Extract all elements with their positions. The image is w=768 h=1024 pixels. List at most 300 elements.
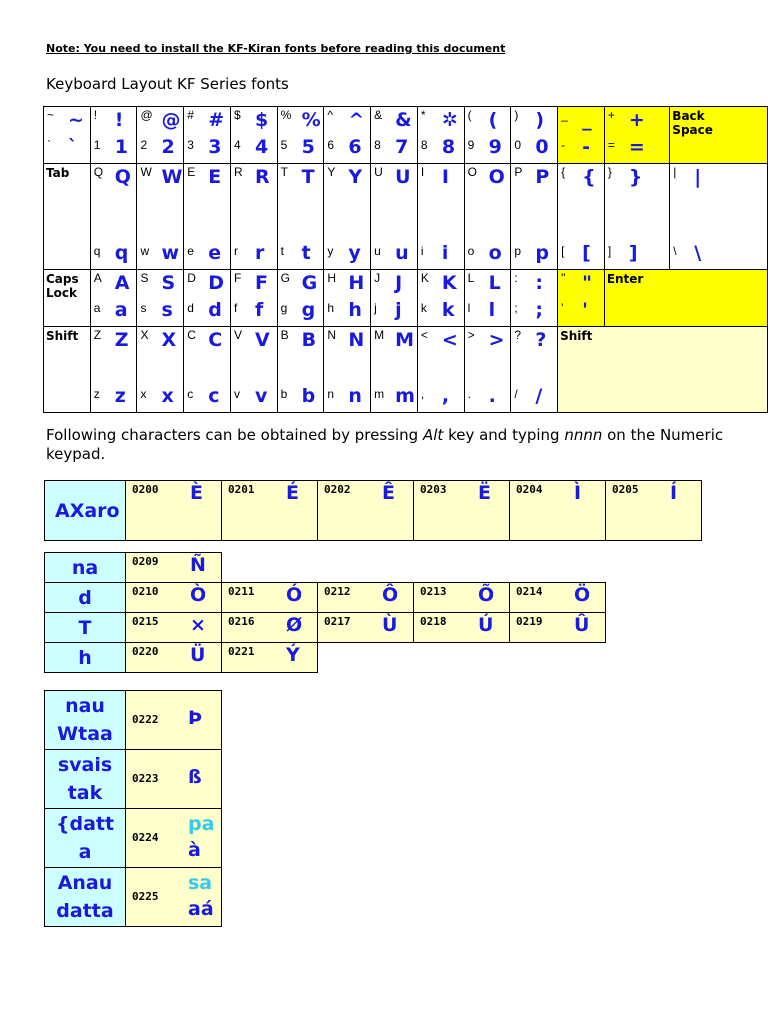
key-glyph: #	[208, 109, 225, 131]
key-glyph: c	[208, 385, 220, 407]
alt-code-cell	[510, 481, 606, 541]
alt-code-cell	[126, 868, 222, 927]
alt-code-glyph: Ê	[382, 482, 395, 504]
alt-code-cell	[318, 583, 414, 613]
key-glyph: ;	[535, 299, 543, 321]
alt-code-cell	[126, 691, 222, 750]
key-glyph: i	[441, 242, 449, 264]
key-glyph: 8	[441, 136, 456, 158]
alt-code-glyph: Ö	[574, 584, 591, 606]
key-legend: Q	[93, 165, 104, 179]
key-legend: A	[93, 271, 102, 285]
alt-code-cell	[126, 481, 222, 541]
key-glyph: v	[254, 385, 268, 407]
key-legend: g	[280, 301, 288, 315]
alt-code-glyph: È	[190, 482, 203, 504]
key-legend: G	[280, 271, 291, 285]
key-legend: t	[280, 244, 285, 258]
key-legend: 0	[514, 138, 522, 152]
tab-key	[44, 164, 91, 270]
enter-key-label: Enter	[606, 272, 644, 286]
key-glyph: e	[208, 242, 222, 264]
key-glyph: J	[395, 272, 403, 294]
key-legend: M	[374, 328, 385, 342]
key	[464, 164, 511, 270]
alt-code-cell	[414, 583, 510, 613]
key	[511, 107, 558, 164]
key-legend: a	[93, 301, 101, 315]
key-glyph: $	[254, 109, 269, 131]
row-label-line: {datt	[55, 813, 115, 835]
key-glyph: N	[348, 329, 365, 351]
key-legend: +	[607, 108, 615, 122]
key-glyph: &	[395, 109, 412, 131]
key-legend: ?	[514, 328, 522, 342]
key	[371, 270, 418, 327]
key	[511, 270, 558, 327]
key-glyph: X	[161, 329, 177, 351]
key	[277, 270, 324, 327]
key-glyph: k	[441, 299, 455, 321]
key-glyph: a	[114, 299, 128, 321]
key-legend: j	[374, 301, 377, 315]
key	[137, 107, 184, 164]
key-glyph: h	[348, 299, 362, 321]
shift-left-key	[44, 327, 91, 413]
alt-code-glyph: Û	[574, 614, 590, 636]
key-glyph: [	[582, 242, 591, 264]
alt-code-number: 0212	[324, 585, 351, 598]
key-glyph: %	[301, 109, 321, 131]
key-legend: 3	[187, 138, 194, 152]
key-glyph: z	[114, 385, 126, 407]
key-glyph: "	[582, 272, 592, 294]
key-legend: &	[374, 108, 383, 122]
key-glyph: o	[488, 242, 502, 264]
key	[511, 164, 558, 270]
backspace-key	[670, 107, 768, 164]
key-glyph: O	[488, 166, 505, 188]
key	[137, 270, 184, 327]
page-heading: Keyboard Layout KF Series fonts	[46, 75, 289, 93]
row-label-line: tak	[67, 782, 103, 804]
install-note: Note: You need to install the KF-Kiran fonts before reading this document	[46, 42, 506, 55]
key-legend: X	[140, 328, 149, 342]
key-glyph: U	[395, 166, 411, 188]
key	[464, 270, 511, 327]
alt-code-cell	[126, 750, 222, 809]
key-glyph: {	[582, 166, 596, 188]
alt-code-cell	[510, 613, 606, 643]
key	[511, 327, 558, 413]
key-glyph: 2	[161, 136, 175, 158]
row-label	[45, 750, 126, 809]
key-glyph: n	[348, 385, 362, 407]
alt-code-number: 0216	[228, 615, 255, 628]
key	[90, 164, 137, 270]
alt-code-glyph: Ù	[382, 614, 398, 636]
alt-code-glyph: Í	[670, 482, 678, 504]
key-glyph: 0	[535, 136, 549, 158]
key-legend: s	[140, 301, 147, 315]
key-glyph: S	[161, 272, 176, 294]
key-legend: o	[467, 244, 475, 258]
key	[277, 107, 324, 164]
row-label-axaro: AXaro	[45, 481, 126, 541]
key-glyph: )	[535, 109, 545, 131]
alt-code-number: 0221	[228, 645, 255, 658]
key-legend: 6	[327, 138, 335, 152]
key-legend: R	[233, 165, 243, 179]
key-legend: !	[93, 108, 98, 122]
alt-code-number: 0209	[132, 555, 159, 568]
alt-code-cell	[510, 583, 606, 613]
key-glyph: :	[535, 272, 543, 294]
key-legend: 9	[467, 138, 475, 152]
key-glyph: 7	[395, 136, 409, 158]
alt-code-table-special	[44, 690, 222, 927]
key-legend: $	[233, 108, 241, 122]
alt-code-cell	[126, 809, 222, 868]
row-label-line: a	[78, 841, 92, 863]
key-legend: e	[187, 244, 194, 258]
alt-code-number: 0210	[132, 585, 159, 598]
key	[417, 327, 464, 413]
key-legend: #	[187, 108, 194, 122]
key-glyph: ,	[441, 385, 450, 407]
key-glyph: P	[535, 166, 550, 188]
alt-code-cell	[222, 643, 318, 673]
key	[558, 107, 605, 164]
key	[184, 270, 231, 327]
key-legend: p	[514, 244, 522, 258]
key	[464, 327, 511, 413]
alt-code-number: 0215	[132, 615, 159, 628]
key	[324, 164, 371, 270]
alt-code-cell	[318, 481, 414, 541]
alt-code-number: 0204	[516, 483, 543, 496]
key-glyph: w	[161, 242, 180, 264]
row-label-line: datta	[56, 900, 114, 922]
alt-code-number: 0224	[132, 831, 159, 844]
alt-code-cell	[126, 583, 222, 613]
key-legend: 5	[280, 138, 288, 152]
alt-code-cell	[606, 481, 702, 541]
key-legend: Y	[327, 165, 336, 179]
alt-code-glyph: ×	[190, 614, 206, 636]
key-glyph: W	[161, 166, 183, 188]
key	[230, 270, 277, 327]
key-legend: N	[327, 328, 337, 342]
key-legend: f	[233, 301, 238, 315]
key-legend: )	[514, 108, 519, 122]
row-label-line: svais	[57, 754, 113, 776]
key-legend: x	[140, 387, 147, 401]
key-legend: U	[374, 165, 383, 179]
key-glyph: /	[535, 385, 543, 407]
alt-code-number: 0218	[420, 615, 447, 628]
key	[44, 107, 91, 164]
row-label: d	[45, 583, 126, 613]
alt-code-number: 0225	[132, 890, 159, 903]
key-glyph: f	[254, 299, 264, 321]
key-legend: u	[374, 244, 381, 258]
key-legend: n	[327, 387, 335, 401]
key	[230, 107, 277, 164]
alt-code-glyph-secondary: aá	[188, 898, 214, 920]
key	[137, 164, 184, 270]
key-glyph: \	[694, 242, 702, 264]
key-legend: "	[561, 271, 566, 285]
alt-code-number: 0220	[132, 645, 159, 658]
key-legend: (	[467, 108, 472, 122]
alt-code-glyph: Õ	[478, 584, 495, 606]
key	[371, 107, 418, 164]
key-glyph: L	[488, 272, 501, 294]
alt-code-cell	[126, 643, 222, 673]
alt-code-glyph: Ò	[190, 584, 207, 606]
key-glyph: '	[582, 299, 588, 321]
shift-right-key-label: Shift	[560, 329, 593, 343]
key-legend: T	[280, 165, 289, 179]
key-legend: l	[467, 301, 471, 315]
alt-code-cell	[414, 613, 510, 643]
key-legend: D	[187, 271, 196, 285]
key-glyph: b	[301, 385, 316, 407]
key-glyph: |	[694, 166, 702, 188]
key-legend: 4	[233, 138, 241, 152]
alt-code-glyph: Ë	[478, 482, 491, 504]
key-glyph: =	[628, 136, 645, 158]
key-glyph: u	[395, 242, 409, 264]
key-glyph: (	[488, 109, 498, 131]
row-label	[45, 868, 126, 927]
alt-code-number: 0213	[420, 585, 447, 598]
key-glyph: r	[254, 242, 265, 264]
key-glyph: -	[582, 136, 590, 158]
key-legend: /	[514, 387, 518, 401]
key-legend: O	[467, 165, 477, 179]
key	[230, 327, 277, 413]
tab-key-label: Tab	[46, 166, 70, 180]
key-legend: *	[420, 108, 426, 122]
alt-code-table-axaro	[44, 480, 702, 541]
key	[604, 107, 669, 164]
key-glyph: d	[208, 299, 222, 321]
key-legend: 8	[420, 138, 428, 152]
key-glyph: m	[395, 385, 415, 407]
key-glyph: R	[254, 166, 270, 188]
key-legend: B	[280, 328, 289, 342]
key-legend: c	[187, 387, 194, 401]
key-glyph: I	[441, 166, 449, 188]
key-legend: <	[420, 328, 428, 342]
alt-code-glyph: Ø	[286, 614, 303, 636]
key-glyph: +	[628, 109, 645, 131]
key	[184, 107, 231, 164]
caps-lock-key-label: Caps Lock	[46, 272, 79, 300]
key	[371, 327, 418, 413]
key-legend: z	[93, 387, 100, 401]
alt-code-number: 0203	[420, 483, 447, 496]
key-glyph: C	[208, 329, 223, 351]
key-legend: q	[93, 244, 101, 258]
key-glyph: !	[114, 109, 124, 131]
alt-code-glyph-secondary: à	[188, 839, 201, 861]
row-label-line: nau	[65, 695, 105, 717]
alt-code-cell	[126, 553, 222, 583]
key-legend: r	[233, 244, 238, 258]
key	[137, 327, 184, 413]
key	[417, 107, 464, 164]
key-glyph: @	[161, 109, 181, 131]
key	[670, 164, 768, 270]
key-glyph: 5	[301, 136, 315, 158]
key-glyph: ~	[68, 109, 84, 131]
backspace-key-label: Back Space	[672, 109, 713, 137]
key	[90, 327, 137, 413]
key-legend: I	[420, 165, 425, 179]
key-glyph: Y	[348, 166, 363, 188]
key-glyph: y	[348, 242, 361, 264]
key-glyph: s	[161, 299, 173, 321]
key-glyph: F	[254, 272, 268, 294]
key-legend: {	[561, 165, 566, 179]
row-label: T	[45, 613, 126, 643]
alt-code-glyph: Ô	[382, 584, 399, 606]
key	[417, 270, 464, 327]
key-legend: .	[467, 387, 471, 401]
alt-code-number: 0217	[324, 615, 351, 628]
alt-code-number: 0205	[612, 483, 639, 496]
key	[230, 164, 277, 270]
key-glyph: 6	[348, 136, 362, 158]
key-glyph: j	[395, 299, 402, 321]
key-legend: =	[607, 138, 615, 152]
alt-code-number: 0202	[324, 483, 351, 496]
key-glyph: p	[535, 242, 549, 264]
key-legend: ~	[47, 108, 55, 122]
key-legend: ^	[327, 108, 334, 122]
key-legend: ,	[420, 387, 425, 401]
row-label	[45, 809, 126, 868]
alt-code-glyph: Ý	[286, 644, 300, 666]
alt-code-number: 0214	[516, 585, 543, 598]
shift-right-key	[558, 327, 768, 413]
alt-code-number: 0223	[132, 772, 159, 785]
key-legend: -	[561, 138, 566, 152]
key-legend: %	[280, 108, 292, 122]
key-glyph: .	[488, 385, 496, 407]
key-legend: k	[420, 301, 427, 315]
alt-code-instructions: Following characters can be obtained by pressing Alt key and typing nnnn on the Numeric keypad.	[46, 426, 724, 463]
key-legend: >	[467, 328, 475, 342]
key-glyph: T	[301, 166, 315, 188]
key-legend: h	[327, 301, 335, 315]
alt-code-number: 0201	[228, 483, 255, 496]
key-glyph: B	[301, 329, 317, 351]
key-legend: Z	[93, 328, 102, 342]
alt-code-cell	[126, 613, 222, 643]
key	[558, 164, 605, 270]
key	[558, 270, 605, 327]
alt-code-glyph: Ú	[478, 614, 494, 636]
alt-code-glyph: Ñ	[190, 554, 206, 576]
key	[371, 164, 418, 270]
key-glyph: q	[114, 242, 129, 264]
caps-lock-key	[44, 270, 91, 327]
alt-code-cell	[414, 481, 510, 541]
key-glyph: 9	[488, 136, 502, 158]
alt-code-glyph: Ì	[574, 482, 582, 504]
alt-code-table-consonants	[44, 552, 606, 673]
key-legend: 8	[374, 138, 381, 152]
alt-code-cell	[222, 613, 318, 643]
key-legend: w	[140, 244, 150, 258]
alt-code-cell	[318, 613, 414, 643]
key-legend: |	[673, 165, 677, 179]
key-legend: [	[561, 244, 565, 258]
key-glyph: V	[254, 329, 270, 351]
key-legend: i	[420, 244, 424, 258]
key-legend: C	[187, 328, 196, 342]
key	[604, 164, 669, 270]
key-glyph: }	[628, 166, 643, 188]
key-legend: @	[140, 108, 153, 122]
key-legend: \	[673, 244, 677, 258]
key	[90, 270, 137, 327]
key-glyph: g	[301, 299, 316, 321]
key-legend: y	[327, 244, 334, 258]
key-glyph: 3	[208, 136, 222, 158]
alt-code-cell	[222, 481, 318, 541]
key-glyph: _	[582, 109, 592, 131]
key-glyph: ^	[348, 109, 365, 131]
key-legend: ;	[514, 301, 518, 315]
key-legend: d	[187, 301, 194, 315]
alt-code-glyph: Ü	[190, 644, 206, 666]
keyboard-layout-table	[43, 106, 768, 413]
key-legend: `	[47, 138, 51, 152]
row-label: h	[45, 643, 126, 673]
alt-code-glyph: É	[286, 482, 299, 504]
key-glyph: 1	[114, 136, 128, 158]
row-label-line: Wtaa	[57, 723, 113, 745]
key	[184, 327, 231, 413]
key-glyph: >	[488, 329, 505, 351]
key-legend: b	[280, 387, 288, 401]
key-glyph: 4	[254, 136, 269, 158]
key-legend: K	[420, 271, 429, 285]
alt-code-glyph: pa	[188, 813, 215, 835]
key-glyph: ?	[535, 329, 547, 351]
key-legend: 1	[93, 138, 101, 152]
key	[90, 107, 137, 164]
key	[277, 164, 324, 270]
key-legend: ]	[607, 244, 612, 258]
key	[417, 164, 464, 270]
row-label	[45, 691, 126, 750]
row-label: na	[45, 553, 126, 583]
key	[464, 107, 511, 164]
key	[277, 327, 324, 413]
alt-code-number: 0219	[516, 615, 543, 628]
key-legend: }	[607, 165, 612, 179]
key	[184, 164, 231, 270]
key-glyph: H	[348, 272, 365, 294]
key-legend: :	[514, 271, 518, 285]
key-legend: J	[374, 271, 381, 285]
